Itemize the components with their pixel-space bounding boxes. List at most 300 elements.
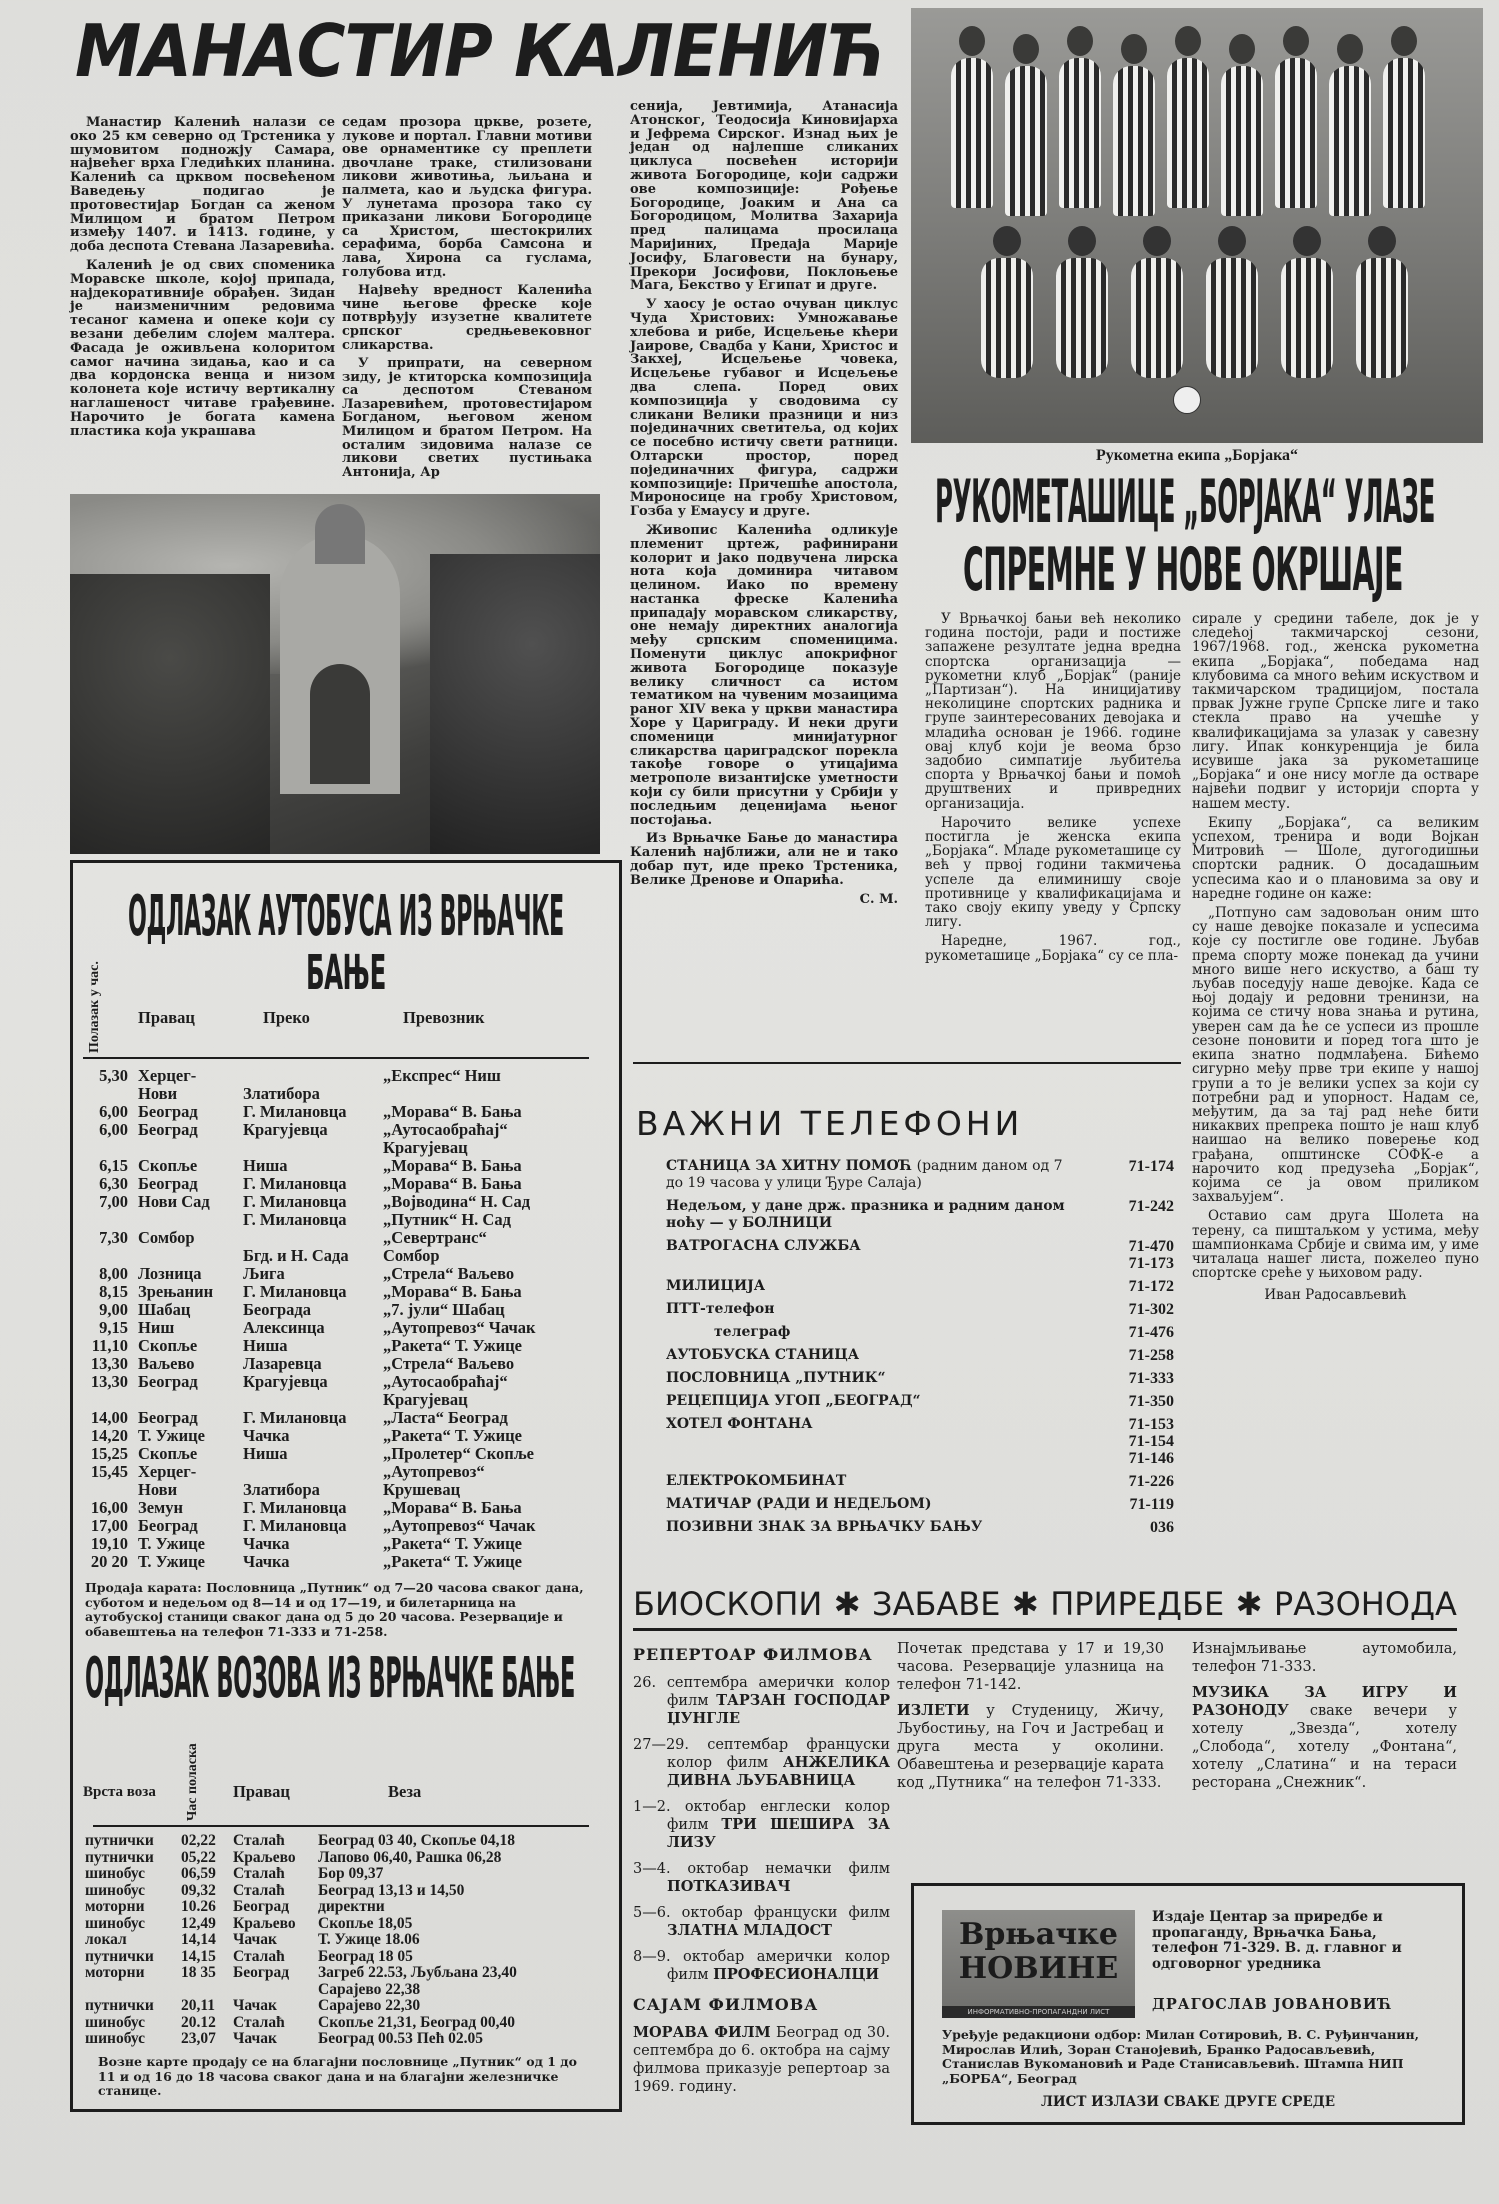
- monastery-photo: [70, 494, 600, 854]
- player-head: [993, 226, 1021, 256]
- phone-number: 71-174: [1128, 1158, 1174, 1175]
- bus-direction: Скопље: [138, 1336, 198, 1355]
- phone-name: АУТОБУСКА СТАНИЦА: [666, 1347, 860, 1363]
- train-time: 05,22: [181, 1848, 216, 1866]
- train-connection: Скопље 18,05: [318, 1914, 413, 1932]
- bus-row: [73, 1103, 619, 1121]
- phone-number: 71-119: [1129, 1496, 1174, 1513]
- bus-row: [73, 1427, 619, 1445]
- handball-headline: РУКОМЕТАШИЦЕ „БОРЈАКА“ УЛАЗЕ СПРЕМНЕ У НОВЕ ОКРШАЈЕ: [935, 467, 1436, 605]
- film-listing: [633, 1860, 890, 1896]
- trees-left: [70, 574, 270, 854]
- train-time: 14,15: [181, 1947, 216, 1965]
- train-header-connection: Веза: [388, 1782, 422, 1801]
- train-direction: Краљево: [233, 1848, 296, 1866]
- train-type: путнички: [85, 1997, 154, 2014]
- bus-via: Бгд. и Н. Сада: [243, 1246, 349, 1265]
- bus-row: [73, 1553, 619, 1571]
- bus-time: 6,30: [99, 1174, 128, 1193]
- bus-row: [73, 1499, 619, 1517]
- train-connection: Скопље 21,31, Београд 00,40: [318, 2013, 515, 2031]
- phone-number: 71-146: [1128, 1450, 1174, 1467]
- phone-number: 71-470: [1128, 1238, 1174, 1255]
- phone-number: 71-333: [1128, 1370, 1174, 1387]
- bus-row: [73, 1373, 619, 1409]
- film-title: ПРОФЕСИОНАЛЦИ: [713, 1966, 880, 1983]
- bus-time: 5,30: [99, 1066, 128, 1085]
- article-column-3: [630, 100, 898, 906]
- bus-direction: Београд: [138, 1408, 198, 1427]
- bus-time: 14,20: [90, 1426, 128, 1445]
- train-direction: Краљево: [233, 1914, 296, 1932]
- bus-carrier: „Експрес“ Ниш: [383, 1066, 501, 1085]
- phone-label: [666, 1158, 1066, 1192]
- phone-entry: [666, 1496, 1174, 1513]
- bus-note: Продаја карата: Пословница „Путник“ од 7—20 часова сваког дана, суботом и недељом од 8—14 и од 17—19, и билетарница на аутобуској станици сваког дана од 5 до 20 часова. Резервације и обавештења на телефон 71-333 и 71-258.: [85, 1580, 584, 1639]
- shows-text: Почетак представа у 17 и 19,30 часова. Резервације улазница на телефон 71-142.: [897, 1641, 1164, 1693]
- player-head: [1368, 226, 1396, 256]
- phone-number: 71-258: [1128, 1347, 1174, 1364]
- film-listing: [633, 1674, 890, 1728]
- team-photo: [911, 8, 1483, 443]
- film-title: ТРИ ШЕШИРА ЗА ЛИЗУ: [667, 1816, 890, 1851]
- bus-time: 7,30: [99, 1228, 128, 1247]
- bus-carrier: „Путник“ Н. Сад: [383, 1210, 511, 1229]
- phone-numbers: [1150, 1519, 1174, 1536]
- bus-via: Златибора: [243, 1480, 320, 1499]
- bus-row: [73, 1067, 619, 1103]
- phone-number: 71-173: [1128, 1255, 1174, 1272]
- phone-note: Недељом, у дане држ. празника и радним даном ноћу — у БОЛНИЦИ: [666, 1198, 1065, 1231]
- bus-carrier: „7. јули“ Шабац: [383, 1300, 505, 1319]
- bus-carrier: „Стрела“ Ваљево: [383, 1264, 515, 1283]
- train-time: 10.26: [181, 1898, 216, 1915]
- phone-name: ЕЛЕКТРОКОМБИНАТ: [666, 1473, 847, 1489]
- player-figure: [1356, 258, 1408, 378]
- bus-row: [73, 1517, 619, 1535]
- paragraph: сенија, Јевтимија, Атанасија Атонског, Теодосија Киновијарха и Јефрема Сирског. Изнад њих је један од најлепше сликаних циклуса посвећен историји живота Богородице, који садржи ове композиције: Рођење Богородице, Јоаким и Ана са Богородицом, Молитва Захарија пред палицама просилаца Маријиних, Предаја Марије Јосифу, Благовести на бунару, Прекори Јосифови, Поклоњење Мага, Бекство у Египат и друге.: [630, 99, 898, 294]
- train-connection: Лапово 06,40, Рашка 06,28: [318, 1848, 502, 1866]
- phone-entry: [666, 1370, 1174, 1387]
- film-description: септембар француски колор филм: [667, 1737, 890, 1771]
- entertainment-column-3: [1192, 1640, 1457, 1800]
- train-type: моторни: [85, 1898, 145, 1915]
- paragraph: седам прозора цркве, розете, лукове и портал. Главни мотиви ове орнаментике су преплети двочлане траке, стилизовани ликови животиња, љиљана и палмета, као и људска фигура. У лунетама прозора тако су приказани ликови Богородице са Христом, шестокрилих серафима, борба Самсона и лава, Хирона са гуслама, голубова итд.: [342, 115, 592, 280]
- player-figure: [1059, 58, 1101, 208]
- paragraph: сирале у средини табеле, док је у следећој такмичарској сезони, 1967/1968. год., женска рукометна екипа „Борјака“, победама над клубовима са много већим искуством и такмичарском традицијом, постала првак Јужне групе Српске лиге и тако стекла право на учешће у квалификацијама за улазак у савезну лигу. Ипак конкуренција је била исувише јака за рукометашице „Борјака“ и оне нису могле да остваре највећи подвиг у историји спорта у нашем месту.: [1192, 611, 1479, 812]
- church-dome: [315, 504, 365, 564]
- player-head: [1067, 26, 1093, 56]
- player-head: [1121, 34, 1147, 64]
- bus-row: [73, 1535, 619, 1553]
- film-date: 1—2.: [633, 1799, 685, 1815]
- bus-time: 14,00: [90, 1408, 128, 1427]
- phone-numbers: [1129, 1324, 1174, 1341]
- train-row: [73, 2015, 619, 2032]
- train-direction: Сталаћ: [233, 1947, 285, 1965]
- phone-numbers: [1129, 1198, 1174, 1215]
- asterisk-icon: ✱: [833, 1585, 861, 1623]
- entertainment-column-2: [897, 1640, 1164, 1800]
- bus-row: [73, 1193, 619, 1211]
- phone-entry: [666, 1347, 1174, 1364]
- asterisk-icon: ✱: [1011, 1585, 1039, 1623]
- film-description: октобар енглески колор филм: [667, 1799, 890, 1833]
- train-direction: Чачак: [233, 2030, 277, 2047]
- train-direction: Београд: [233, 1964, 290, 1981]
- bus-carrier: „Стрела“ Ваљево: [383, 1354, 515, 1373]
- bus-time: 16,00: [90, 1498, 128, 1517]
- train-type: путнички: [85, 1832, 154, 1849]
- bus-direction: Београд: [138, 1174, 198, 1193]
- bus-via: Чачка: [243, 1552, 290, 1571]
- bus-via: Чачка: [243, 1534, 290, 1553]
- player-figure: [1329, 66, 1371, 216]
- phone-entry: [666, 1238, 1174, 1272]
- bus-via: Крагујевца: [243, 1372, 328, 1391]
- paragraph: Наредне, 1967. год., рукометашице „Борјака“ су се пла-: [925, 933, 1181, 964]
- player-figure: [951, 58, 993, 208]
- editor-name: ДРАГОСЛАВ ЈОВАНОВИЋ: [1152, 1996, 1393, 2013]
- paragraph: Екипу „Борјака“, са великим успехом, тренира и води Војкан Митровић — Шоле, дугогодишњи спортски радник. О досадашњим успесима као и о плановима за ову и наредне године он каже:: [1192, 814, 1479, 902]
- paragraph: Из Врњачке Бање до манастира Каленић најближи, али не и тако добар пут, иде преко Трстеника, Велике Дренове и Опарића.: [630, 831, 898, 888]
- publication-frequency: ЛИСТ ИЗЛАЗИ СВАКЕ ДРУГЕ СРЕДЕ: [1040, 2094, 1336, 2110]
- handball-column-2: [1192, 612, 1479, 1303]
- bus-row: [73, 1283, 619, 1301]
- film-description: октобар немачки филм: [687, 1861, 890, 1877]
- phone-name: ХОТЕЛ ФОНТАНА: [666, 1416, 813, 1432]
- player-head: [1175, 26, 1201, 56]
- bus-time: 8,00: [99, 1264, 128, 1283]
- paragraph: У Врњачкој бањи већ неколико година постоји, ради и постиже запажене резултате једна вредна спортска организација — рукометни клуб „Борјак“ (раније „Партизан“). На иницијативу неколицине спортских радника и групе заинтересованих девојака и младића основан је 1966. године овај клуб који је веома брзо задобио симпатије љубитеља спорта у Врњачкој бањи и помоћ друштвених и привредних организација.: [925, 611, 1181, 812]
- phone-number: 71-476: [1128, 1324, 1174, 1341]
- asterisk-icon: ✱: [1235, 1585, 1263, 1623]
- bus-direction: Скопље: [138, 1156, 198, 1175]
- train-time: 18 35: [181, 1964, 216, 1981]
- train-time: 23,07: [181, 2030, 216, 2047]
- bus-via: Златибора: [243, 1084, 320, 1103]
- bus-time: 15,45: [90, 1462, 128, 1481]
- phone-name: ПОСЛОВНИЦА „ПУТНИК“: [666, 1370, 886, 1386]
- photo-caption: Рукометна екипа „Борјака“: [1095, 447, 1299, 464]
- paragraph: Манастир Каленић налази се око 25 км северно од Трстеника у шумовитом подножју Самара, највећег врха Гледићких планина. Каленић са црквом посвећеном Ваведењу подигао је протовестијар Богдан са женом Милицом и братом Петром између 1407. и 1413. године, у доба деспота Стевана Лазаревића.: [70, 115, 335, 255]
- bus-carrier: „Морава“ В. Бања: [383, 1156, 522, 1175]
- divider: [633, 1062, 1181, 1064]
- bus-row: [73, 1445, 619, 1463]
- film-title: АНЖЕЛИКА ДИВНА ЉУБАВНИЦА: [667, 1754, 890, 1789]
- bus-carrier: „Ракета“ Т. Ужице: [383, 1336, 522, 1355]
- train-type: шинобус: [85, 2030, 146, 2047]
- bus-via: Ниша: [243, 1336, 288, 1355]
- bus-row: [73, 1409, 619, 1427]
- bus-direction: Ваљево: [138, 1354, 195, 1373]
- player-head: [959, 26, 985, 56]
- bus-carrier: „Аутосаобраћај“ Крагујевац: [383, 1372, 508, 1409]
- phone-label: [666, 1198, 1066, 1232]
- bus-header-via: Преко: [263, 1008, 310, 1027]
- phone-entry: [666, 1393, 1174, 1410]
- phone-numbers: [1129, 1301, 1174, 1318]
- bus-time: 19,10: [90, 1534, 128, 1553]
- phone-number: 71-242: [1128, 1198, 1174, 1215]
- film-description: октобар амерички колор филм: [667, 1949, 890, 1983]
- bus-direction: Т. Ужице: [138, 1552, 205, 1571]
- bus-via: Г. Милановца: [243, 1174, 347, 1193]
- phone-name: РЕЦЕПЦИЈА УГОП „БЕОГРАД“: [666, 1393, 921, 1409]
- train-header-direction: Правац: [233, 1782, 290, 1801]
- header-item: ПРИРЕДБЕ: [1050, 1585, 1225, 1623]
- phone-entry: [666, 1198, 1174, 1232]
- film-listing: [633, 1948, 890, 1984]
- bus-direction: Београд: [138, 1372, 198, 1391]
- bus-title: ОДЛАЗАК АУТОБУСА ИЗ ВРЊАЧКЕ БАЊЕ: [128, 884, 564, 1001]
- bus-carrier: „Ракета“ Т. Ужице: [383, 1552, 522, 1571]
- bus-via: Г. Милановца: [243, 1282, 347, 1301]
- train-row: [73, 1949, 619, 1966]
- phones-title: ВАЖНИ ТЕЛЕФОНИ: [636, 1104, 1024, 1143]
- bus-row: [73, 1337, 619, 1355]
- bus-time: 20 20: [90, 1552, 128, 1571]
- train-row: [73, 1883, 619, 1900]
- film-date: 3—4.: [633, 1861, 688, 1877]
- repertoire-title: РЕПЕРТОАР ФИЛМОВА: [633, 1645, 873, 1664]
- bus-row: [73, 1157, 619, 1175]
- bus-time: 15,25: [90, 1444, 128, 1463]
- bus-direction: Београд: [138, 1120, 198, 1139]
- train-row: [73, 1850, 619, 1867]
- bus-time: 7,00: [99, 1192, 128, 1211]
- bus-time: 13,30: [90, 1372, 128, 1391]
- bus-row: [73, 1301, 619, 1319]
- handball-ball-icon: [1173, 386, 1201, 414]
- train-connection: Бор 09,37: [318, 1865, 384, 1882]
- train-row: [73, 1916, 619, 1933]
- train-note: Возне карте продају се на благајни пословнице „Путник“ од 1 до 11 и од 16 до 18 часова сваког дана и на благајни железничке станице.: [98, 2054, 577, 2098]
- phone-entry: [666, 1301, 1174, 1318]
- bus-header-rule: [83, 1057, 589, 1059]
- bus-carrier: „Аутопревоз“ Чачак: [383, 1318, 536, 1337]
- bus-time: 9,00: [99, 1300, 128, 1319]
- bus-direction: Т. Ужице: [138, 1534, 205, 1553]
- train-direction: Сталаћ: [233, 1865, 285, 1882]
- phone-numbers: [1129, 1416, 1174, 1467]
- player-head: [1229, 34, 1255, 64]
- bus-via: Ниша: [243, 1444, 288, 1463]
- player-figure: [1281, 258, 1333, 378]
- phone-number: 71-172: [1128, 1278, 1174, 1295]
- player-head: [1068, 226, 1096, 256]
- train-connection: Загреб 22.53, Љубљана 23,40 Сарајево 22,38: [318, 1964, 517, 1998]
- phone-label: [666, 1278, 1066, 1295]
- player-head: [1337, 34, 1363, 64]
- train-connection: Т. Ужице 18.06: [318, 1931, 420, 1948]
- phone-name: ПОЗИВНИ ЗНАК ЗА ВРЊАЧКУ БАЊУ: [666, 1519, 983, 1535]
- train-connection: Београд 13,13 и 14,50: [318, 1881, 465, 1899]
- train-time: 02,22: [181, 1832, 216, 1849]
- phone-number: 71-302: [1128, 1301, 1174, 1318]
- bus-via: Алексинца: [243, 1318, 325, 1337]
- paragraph: У припрати, на северном зиду, је ктиторска композиција са деспотом Стеваном Лазаревићем, протовестијаром Богданом, његовом женом Милицом и братом Петром. На осталим зидовима налазе се ликови светих пустињака Антонија, Ар: [342, 356, 592, 480]
- train-connection: Београд 03 40, Скопље 04,18: [318, 1832, 515, 1849]
- bus-direction: Т. Ужице: [138, 1426, 205, 1445]
- phone-label: [666, 1416, 1066, 1433]
- bus-carrier: „Морава“ В. Бања: [383, 1498, 522, 1517]
- train-connection: директни: [318, 1898, 385, 1915]
- player-figure: [1113, 66, 1155, 216]
- phone-note: (радним даном од 7 до 19 часова у улици Ђуре Салаја): [666, 1158, 1063, 1191]
- bus-via: Г. Милановца: [243, 1408, 347, 1427]
- trips-text: ИЗЛЕТИ у Студеницу, Жичу, Љубостињу, на Гоч и Јастребац и друга места у околини. Обавештења и резервације карата код „Путника“ на телефон 71-333.: [897, 1702, 1164, 1791]
- bus-carrier: „Ракета“ Т. Ужице: [383, 1534, 522, 1553]
- train-type: шинобус: [85, 1881, 146, 1899]
- phone-label: [666, 1393, 1066, 1410]
- player-figure: [1167, 58, 1209, 208]
- train-type: путнички: [85, 1947, 154, 1965]
- train-direction: Чачак: [233, 1931, 277, 1948]
- bus-carrier: „Пролетер“ Скопље: [383, 1444, 535, 1463]
- bus-via: Г. Милановца: [243, 1210, 347, 1229]
- bus-direction: Нови Сад: [138, 1192, 210, 1211]
- header-item: ЗАБАВЕ: [872, 1585, 1001, 1623]
- film-title: ПОТКАЗИВАЧ: [667, 1878, 791, 1895]
- film-listing: [633, 1904, 890, 1940]
- paragraph: „Потпуно сам задовољан оним што су наше девојке показале и успесима које су постигле ове године. Љубав према спорту може понекад да учини много више него искуство, а баш ту љубав поседују наше девојке. Када се њој додају и редовни тренинзи, на којима се стичу нова знања и рутина, уверен сам да ће се успеси из прошле сезоне поновити и поред тога што је екипа знатно подмлађена. Бићемо сигурно међу прве три екипе у нашој групи а то је велики успех за који су потребни рад и упорност. Надам се, међутим, да за тај рад неће бити никаквих препрека пошто је наш клуб наишао на велико поверење код грађана, општинске СОФК-е а нарочито код предузећа „Борјак“, којима се ја овом приликом захваљујем“.: [1192, 905, 1479, 1206]
- bus-time: 13,30: [90, 1354, 128, 1373]
- player-figure: [1056, 258, 1108, 378]
- bus-row: [73, 1463, 619, 1499]
- bus-direction: Ниш: [138, 1318, 175, 1337]
- film-listing: [633, 1736, 890, 1790]
- paragraph: Каленић је од свих споменика Моравске школе, којој припада, најдекоративније обрађен. Зидан је наизменичним редовима тесаног камена и опеке који су везани дебелим слојем малтера. Фасада је оживљена колоритом самог начина зидања, као и са два кордонска венца и низом колонета које истичу вертикалну наглашеност читаве грађевине. Нарочито је богата камена пластика која украшава: [70, 257, 335, 439]
- phones-list: [666, 1158, 1174, 1542]
- phone-entry: [666, 1519, 1174, 1536]
- bus-carrier: „Аутосаобраћај“ Крагујевац: [383, 1120, 508, 1157]
- player-head: [1391, 26, 1417, 56]
- bus-direction: Лозница: [138, 1264, 202, 1283]
- paragraph: Највећу вредност Каленића чине његове фреске које потврђују изузетне квалитете српског средњевековног сликарства.: [342, 283, 592, 353]
- phone-number: 71-226: [1128, 1473, 1174, 1490]
- player-head: [1293, 226, 1321, 256]
- train-time: 09,32: [181, 1881, 216, 1899]
- train-time: 06,59: [181, 1865, 216, 1882]
- phone-numbers: [1129, 1473, 1174, 1490]
- film-listing: [633, 1798, 890, 1852]
- bus-via: Г. Милановца: [243, 1498, 347, 1517]
- train-row: [73, 1998, 619, 2015]
- phone-name: СТАНИЦА ЗА ХИТНУ ПОМОЋ: [666, 1158, 913, 1174]
- bus-direction: Херцег- Нови: [138, 1462, 197, 1499]
- phone-label: [666, 1347, 1066, 1364]
- bus-direction: Земун: [138, 1498, 184, 1517]
- train-table: [73, 1833, 619, 2048]
- bus-direction: Скопље: [138, 1444, 198, 1463]
- bus-row: [73, 1355, 619, 1373]
- entertainment-header: [633, 1584, 1457, 1624]
- train-row: [73, 1899, 619, 1916]
- paragraph: У хаосу је остао очуван циклус Чуда Христових: Умножавање хлебова и рибе, Исцељење кћери Јаирове, Свадба у Кани, Христос и Закхеј, Исцељење човека, Исцељење губавог и Исцељење два слепа. Поред ових композиција у сводовима су сликани Велики празници и низ појединачних светитеља, од којих се посебно истичу свети ратници. Олтарски простор, поред појединачних фигура, садржи композиције: Причешће апостола, Мироносице на гробу Христовом, Гозба у Емаусу и друге.: [630, 297, 898, 520]
- header-item: РАЗОНОДА: [1273, 1585, 1457, 1623]
- train-title: ОДЛАЗАК ВОЗОВА ИЗ ВРЊАЧКЕ БАЊЕ: [85, 1646, 575, 1711]
- bus-direction: Зрењанин: [138, 1282, 214, 1301]
- film-date: 27—29.: [633, 1737, 708, 1753]
- train-time: 12,49: [181, 1914, 216, 1932]
- bus-via: Београда: [243, 1300, 311, 1319]
- film-description: октобар француски филм: [681, 1905, 890, 1921]
- bus-time: 17,00: [90, 1516, 128, 1535]
- train-time: 20.12: [181, 2013, 216, 2031]
- article-signature: С. М.: [859, 891, 898, 907]
- bus-time: 6,00: [99, 1102, 128, 1121]
- train-type: шинобус: [85, 1865, 146, 1882]
- masthead-box: [911, 1883, 1465, 2125]
- player-figure: [1131, 258, 1183, 378]
- bus-row: [73, 1121, 619, 1157]
- phone-numbers: [1129, 1238, 1174, 1272]
- train-type: путнички: [85, 1848, 154, 1866]
- editorial-board: Уређује редакциони одбор: Милан Сотировић, В. С. Руђинчанин, Мирослав Илић, Зоран Станојевић, Бранко Радосављевић, Станислав Вукомановић и Раде Станисављевић. Штампа НИП „БОРБА“, Београд: [942, 2027, 1420, 2086]
- train-type: локал: [85, 1931, 127, 1948]
- player-head: [1218, 226, 1246, 256]
- train-type: моторни: [85, 1964, 145, 1981]
- player-figure: [1383, 58, 1425, 208]
- bus-time: 9,15: [99, 1318, 128, 1337]
- newspaper-logo: Врњачке НОВИНЕ ИНФОРМАТИВНО-ПРОПАГАНДНИ ЛИСТ: [942, 1910, 1135, 2018]
- paragraph: Живопис Каленића одликује племенит цртеж, рафинирани колорит и јако подвучена лирска нота која доминира читавом целином. Иако по времену настанка фреске Каленића припадају моравском сликарству, оне немају директних аналогија међу српским споменицима. Поменути циклус апокрифног живота Богородице показује велику сличност са истом тематиком на чувеним мозаицима раног XIV века у цркви манастира Хоре у Цариграду. И неки други споменици минијатурног сликарства цариградског порекла такође говоре о утицајима метрополе византијске уметности који су били присутни у Србији у последњим деценијама њеног постојања.: [630, 522, 898, 828]
- article-column-2: [342, 116, 592, 484]
- phone-label: [666, 1519, 1066, 1536]
- player-figure: [1221, 66, 1263, 216]
- phone-entry: [666, 1416, 1174, 1467]
- phone-name: МАТИЧАР (РАДИ И НЕДЕЉОМ): [666, 1496, 932, 1512]
- bus-via: Г. Милановца: [243, 1102, 347, 1121]
- film-date: 26.: [633, 1675, 667, 1691]
- phone-label: [666, 1324, 1114, 1341]
- train-header-rule: [93, 1825, 589, 1827]
- bus-via: Крагујевца: [243, 1120, 328, 1139]
- film-date: 5—6.: [633, 1905, 682, 1921]
- phone-numbers: [1129, 1370, 1174, 1387]
- bus-row: [73, 1175, 619, 1193]
- player-head: [1143, 226, 1171, 256]
- phone-number: 71-153: [1128, 1416, 1174, 1433]
- fair-title: САЈАМ ФИЛМОВА: [633, 1995, 819, 2014]
- train-header-type: Врста воза: [83, 1784, 156, 1800]
- phone-number: 71-154: [1128, 1433, 1174, 1450]
- train-connection: Београд 00.53 Пећ 02.05: [318, 2030, 484, 2047]
- bus-row: [73, 1265, 619, 1283]
- bus-time: 8,15: [99, 1282, 128, 1301]
- bus-time: 11,10: [91, 1336, 128, 1355]
- paragraph: Нарочито велике успехе постигла је женска екипа „Борјака“. Младе рукометашице су већ у првој години такмичења успеле да елиминишу своје противнице у квалификацијама и тако своју екипу уведу у Српску лигу.: [925, 814, 1181, 931]
- train-type: шинобус: [85, 2013, 146, 2031]
- bus-via: Г. Милановца: [243, 1192, 347, 1211]
- bus-carrier: „Морава“ В. Бања: [383, 1102, 522, 1121]
- bus-carrier: „Аутопревоз“ Крушевац: [383, 1462, 485, 1499]
- bus-row: [73, 1229, 619, 1265]
- bus-carrier: „Аутопревоз“ Чачак: [383, 1516, 536, 1535]
- train-connection: Београд 18 05: [318, 1947, 413, 1965]
- phone-entry: [666, 1278, 1174, 1295]
- trees-right: [430, 554, 600, 854]
- film-date: 8—9.: [633, 1949, 684, 1965]
- article-title: МАНАСТИР КАЛЕНИЋ: [75, 9, 885, 93]
- phone-name: ПТТ-телефон: [666, 1301, 775, 1317]
- bus-table: [73, 1067, 619, 1571]
- train-row: [73, 1932, 619, 1949]
- train-row: [73, 1965, 619, 1998]
- player-head: [1013, 34, 1039, 64]
- article-column-1: [70, 116, 335, 443]
